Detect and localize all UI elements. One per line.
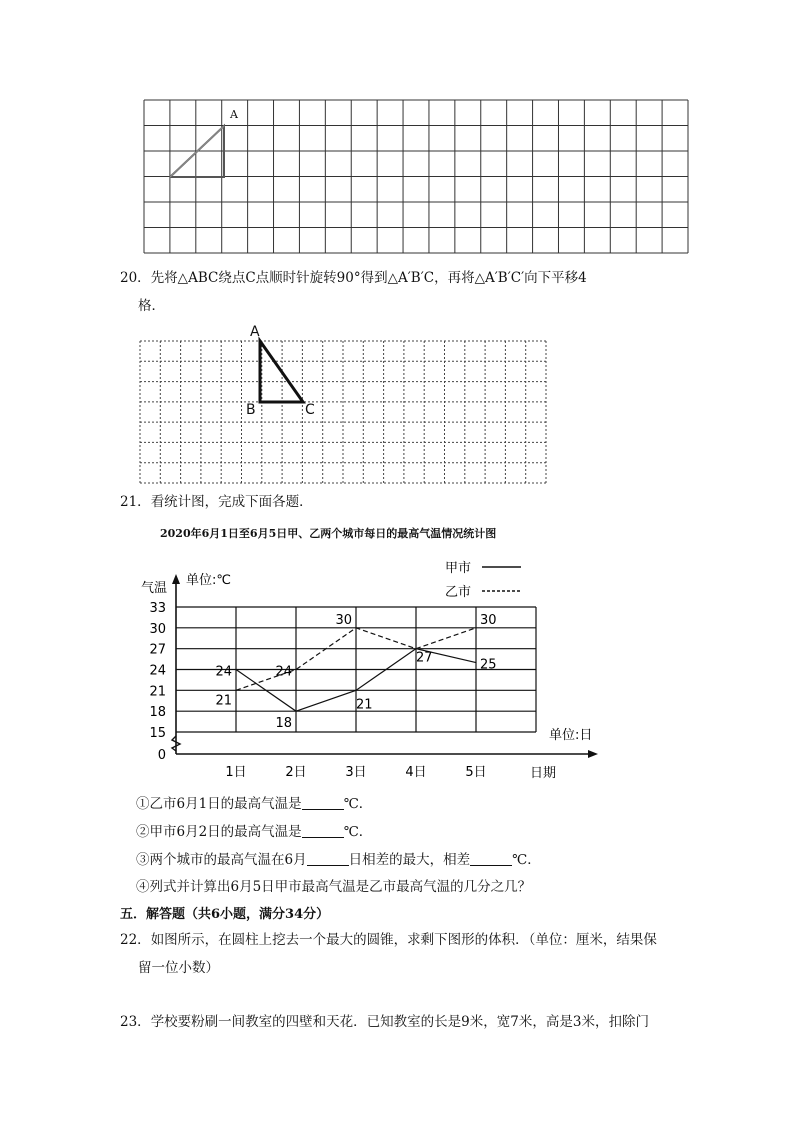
series-yi-data-label: 21 (215, 693, 232, 709)
y-tick-label: 15 (149, 726, 166, 741)
series-jia-data-label: 21 (356, 697, 373, 713)
series-jia-data-label: 18 (275, 716, 292, 732)
x-tick-label: 4日 (405, 765, 427, 780)
y-tick-label: 21 (149, 684, 166, 700)
q21-line: 21．看统计图，完成下面各题． (120, 494, 313, 510)
series-yi-data-label: 24 (275, 664, 292, 680)
y-tick-label: 0 (157, 748, 166, 763)
y-unit-label: 单位:℃ (186, 573, 231, 588)
x-tick-label: 1日 (225, 765, 247, 780)
series-yi-point (475, 627, 476, 628)
series-yi-point (355, 627, 356, 628)
q22-line2: 留一位小数） (138, 960, 219, 976)
series-jia-point (235, 669, 236, 670)
q21-sub-3: ③两个城市的最高气温在6月 日相差的最大，相差 ℃． (136, 852, 541, 868)
y-tick-label: 24 (149, 663, 166, 679)
q21-sub-2: ②甲市6月2日的最高气温是 ℃． (136, 824, 373, 840)
x-unit-label: 单位:日 (549, 728, 593, 743)
x-tick-label: 5日 (465, 765, 487, 780)
q23-line1: 23．学校要粉刷一间教室的四壁和天花．已知教室的长是9米，宽7米，高是3米，扣除门 (120, 1014, 649, 1030)
section-5-title: 五．解答题（共6小题，满分34分） (120, 907, 330, 922)
y-axis-label: 气温 (141, 581, 168, 596)
series-yi-point (235, 690, 236, 691)
series-jia-data-label: 27 (416, 650, 433, 666)
x-tick-label: 3日 (345, 765, 367, 780)
grid1-point-a-label: A (230, 108, 238, 121)
q21-sub-4: ④列式并计算出6月5日甲市最高气温是乙市最高气温的几分之几？ (136, 879, 532, 895)
legend-jia-label: 甲市 (445, 561, 472, 576)
x-axis-arrow (588, 750, 598, 758)
y-tick-label: 30 (149, 621, 166, 637)
q20-line2: 格． (138, 298, 165, 314)
q22-line1: 22．如图所示，在圆柱上挖去一个最大的圆锥，求剩下图形的体积．（单位：厘米，结果保 (120, 932, 657, 948)
q21-sub-1: ①乙市6月1日的最高气温是 ℃． (136, 796, 373, 812)
series-jia-data-label: 24 (215, 664, 232, 680)
legend-yi-label: 乙市 (445, 585, 472, 600)
series-jia-point (295, 711, 296, 712)
series-jia-point (475, 662, 476, 663)
series-yi-data-label: 30 (335, 612, 352, 628)
label-a: A (250, 324, 260, 340)
label-b: B (246, 402, 256, 418)
y-tick-label: 33 (149, 601, 166, 616)
series-yi-point (415, 648, 416, 649)
series-jia-point (355, 690, 356, 691)
label-c: C (305, 402, 315, 418)
y-tick-label: 27 (149, 642, 166, 658)
y-tick-label: 18 (149, 705, 166, 721)
series-jia-data-label: 25 (480, 657, 497, 673)
x-axis-label: 日期 (529, 766, 557, 781)
y-axis-arrow (172, 574, 180, 584)
chart-title: 2020年6月1日至6月5日甲、乙两个城市每日的最高气温情况统计图 (160, 527, 497, 540)
x-tick-label: 2日 (285, 765, 307, 780)
series-yi-point (295, 669, 296, 670)
q20-line1: 20．先将△ABC绕点C点顺时针旋转90°得到△A′B′C，再将△A′B′C′向下平移4 (120, 270, 587, 286)
series-yi-data-label: 30 (480, 612, 497, 628)
